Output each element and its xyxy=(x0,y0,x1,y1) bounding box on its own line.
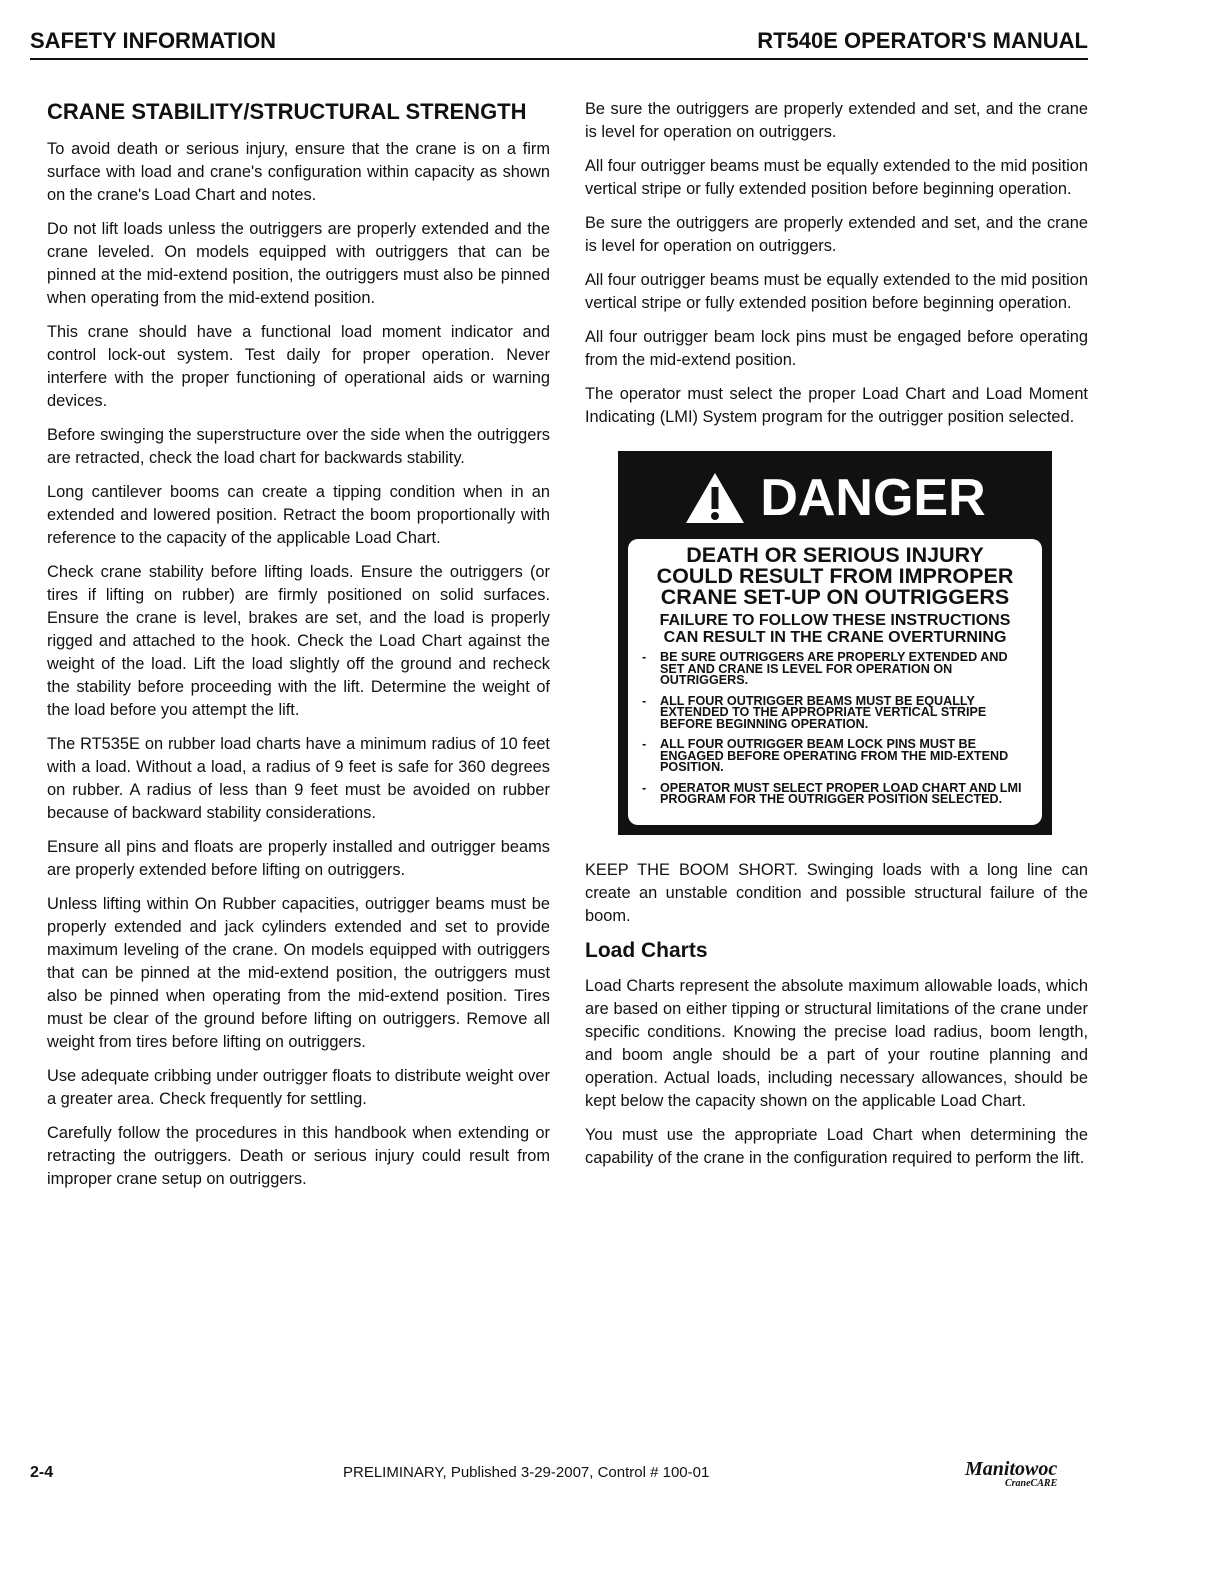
danger-headline: CRANE SET-UP ON OUTRIGGERS xyxy=(660,585,1010,609)
paragraph: All four outrigger beams must be equally extended to the mid position vertical stripe or fully extended position before beginning operation. xyxy=(585,271,1088,312)
paragraph: All four outrigger beams must be equally extended to the mid position vertical stripe or fully extended position before beginning operation. xyxy=(585,157,1088,198)
left-column xyxy=(47,98,550,1202)
paragraph: The operator must select the proper Load Chart and Load Moment Indicating (LMI) System program for the outrigger position selected. xyxy=(585,385,1088,426)
paragraph: KEEP THE BOOM SHORT. Swinging loads with a long line can create an unstable condition and possible structural failure of the boom. xyxy=(585,860,1088,925)
danger-item-text: OPERATOR MUST SELECT PROPER LOAD CHART AND LMI PROGRAM FOR THE OUTRIGGER POSITION SELECTED. xyxy=(660,780,1022,806)
danger-headline: COULD RESULT FROM IMPROPER xyxy=(656,564,1014,588)
manual-title: RT540E OPERATOR'S MANUAL xyxy=(757,28,1088,53)
danger-item-text: BE SURE OUTRIGGERS ARE PROPERLY EXTENDED AND SET AND CRANE IS LEVEL FOR OPERATION ON OUTRIGGERS. xyxy=(660,650,1008,687)
section-title: SAFETY INFORMATION xyxy=(30,28,277,53)
danger-item-text: ALL FOUR OUTRIGGER BEAMS MUST BE EQUALLY EXTENDED TO THE APPROPRIATE VERTICAL STRIPE BEFORE BEGINNING OPERATION. xyxy=(660,693,987,731)
page-header xyxy=(30,24,1088,60)
danger-item xyxy=(642,652,1034,687)
section-heading: CRANE STABILITY/STRUCTURAL STRENGTH xyxy=(47,99,527,124)
danger-item xyxy=(642,739,1034,774)
danger-subline: FAILURE TO FOLLOW THESE INSTRUCTIONS xyxy=(659,612,1011,629)
load-charts-heading: Load Charts xyxy=(585,938,708,962)
bullet: - xyxy=(642,693,647,708)
danger-subline: CAN RESULT IN THE CRANE OVERTURNING xyxy=(663,629,1007,646)
page-number: 2-4 xyxy=(30,1464,54,1481)
danger-item xyxy=(642,780,1034,806)
paragraph: Check crane stability before lifting loads. Ensure the outriggers (or tires if lifting on rubber) are firmly positioned on solid surfaces. Ensure the crane is level, brakes are set, and the load is properly rigged and attached to the hook. Check the Load Chart against the weight of the load. Lift the load slightly off the ground and recheck the stability before proceeding with the lift. Determine the weight of the load before you attempt the lift. xyxy=(47,563,550,719)
paragraph: Long cantilever booms can create a tipping condition when in an extended and lowered position. Retract the boom proportionally with reference to the capacity of the applicable Load Chart. xyxy=(47,483,550,547)
paragraph: Use adequate cribbing under outrigger floats to distribute weight over a greater area. Check frequently for settling. xyxy=(47,1067,550,1108)
paragraph: Carefully follow the procedures in this handbook when extending or retracting the outriggers. Death or serious injury could result from improper crane setup on outriggers. xyxy=(47,1124,550,1188)
right-column xyxy=(585,98,1088,1181)
control-note: PRELIMINARY, Published 3-29-2007, Control # 100-01 xyxy=(343,1464,710,1481)
paragraph: To avoid death or serious injury, ensure that the crane is on a firm surface with load and crane's configuration within capacity as shown on the crane's Load Chart and notes. xyxy=(47,140,550,204)
bullet: - xyxy=(642,780,647,795)
paragraph: Do not lift loads unless the outriggers are properly extended and the crane leveled. On models equipped with outriggers that can be pinned at the mid-extend position, the outriggers must also be pinned when operating from the mid-extend position. xyxy=(47,220,550,307)
paragraph: Ensure all pins and floats are properly installed and outrigger beams are properly extended before lifting on outriggers. xyxy=(47,838,550,879)
logo-subtext: CraneCARE xyxy=(1005,1478,1058,1489)
bullet: - xyxy=(642,737,647,751)
bullet: - xyxy=(642,650,647,664)
paragraph: All four outrigger beam lock pins must be engaged before operating from the mid-extend position. xyxy=(585,328,1088,369)
paragraph: Before swinging the superstructure over the side when the outriggers are retracted, check the load chart for backwards stability. xyxy=(47,426,550,467)
warning-triangle-icon xyxy=(684,471,746,525)
logo-text: Manitowoc xyxy=(965,1458,1058,1480)
danger-item xyxy=(642,693,1034,731)
danger-message xyxy=(628,539,1042,825)
danger-list xyxy=(636,652,1034,806)
paragraph: Unless lifting within On Rubber capacities, outrigger beams must be properly extended and jack cylinders extended and set to provide maximum leveling of the crane. On models equipped with outriggers that can be pinned at the mid-extend position, the outriggers must also be pinned when operating from the mid-extend position. Tires must be clear of the ground before lifting on outriggers. Remove all weight from tires before lifting on outriggers. xyxy=(47,895,550,1051)
paragraph: Load Charts represent the absolute maximum allowable loads, which are based on either tipping or structural limitations of the crane under specific conditions. Knowing the precise load radius, boom length, and boom angle should be a part of your routine planning and operation. Actual loads, including necessary allowances, should be kept below the capacity shown on the applicable Load Chart. xyxy=(585,976,1088,1110)
paragraph: The RT535E on rubber load charts have a minimum radius of 10 feet with a load. Without a load, a radius of 9 feet is safe for 360 degrees on rubber. A radius of less than 9 feet must be avoided on rubber because of backward stability considerations. xyxy=(47,735,550,822)
danger-title: DANGER xyxy=(618,463,1052,533)
manitowoc-logo xyxy=(965,1458,1057,1489)
paragraph: Be sure the outriggers are properly extended and set, and the crane is level for operation on outriggers. xyxy=(585,214,1088,255)
danger-label xyxy=(618,451,1052,835)
danger-headline: DEATH OR SERIOUS INJURY xyxy=(686,543,984,567)
danger-item-text: ALL FOUR OUTRIGGER BEAM LOCK PINS MUST BE ENGAGED BEFORE OPERATING FROM THE MID-EXTEND POSITION. xyxy=(660,737,1009,774)
paragraph: You must use the appropriate Load Chart when determining the capability of the crane in the configuration required to perform the lift. xyxy=(585,1125,1088,1167)
paragraph: This crane should have a functional load moment indicator and control lock-out system. Test daily for proper operation. Never interfere with the proper functioning of operational aids or warning devices. xyxy=(47,323,550,410)
paragraph: Be sure the outriggers are properly extended and set, and the crane is level for operation on outriggers. xyxy=(585,100,1088,141)
